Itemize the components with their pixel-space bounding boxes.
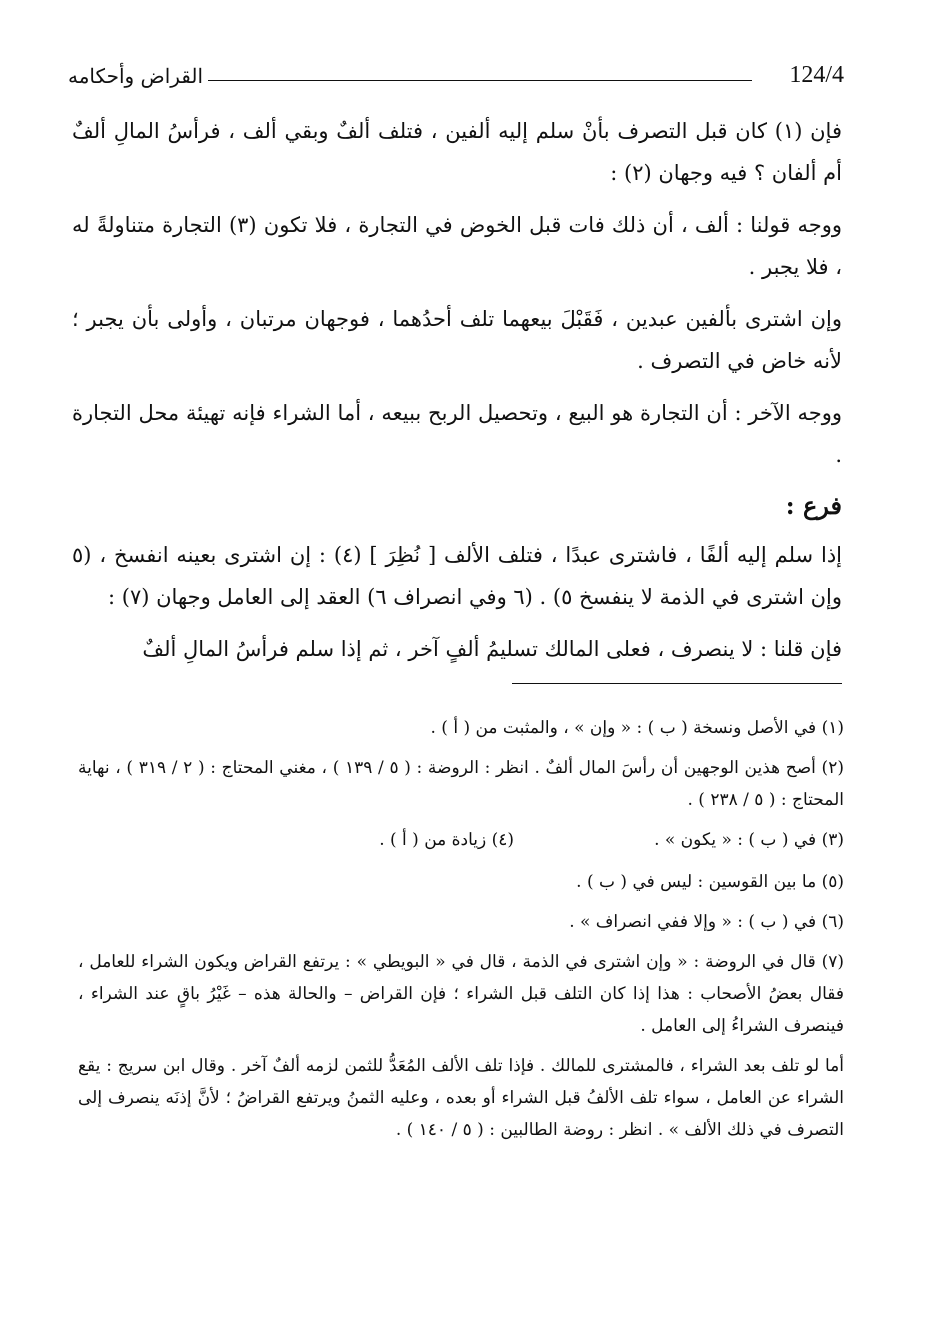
footnote-3: (٣) في ( ب ) : « يكون » . <box>654 830 844 850</box>
paragraph-1: فإن (١) كان قبل التصرف بأنْ سلم إليه ألفين ، فتلف ألفٌ وبقي ألف ، فرأسُ المالِ ألفٌ أم ألفان ؟ فيه وجهان (٢) : <box>72 119 842 185</box>
page-number: 124/4 <box>789 62 844 88</box>
footnote-7: (٧) قال في الروضة : « وإن اشترى في الذمة ، قال في « البويطي » : يرتفع القراض ويكون الشراء للعامل ، فقال بعضُ الأصحاب : هذا إذا كان التلف قبل الشراء ؛ فإن القراض – والحالة هذه – غَيْرُ باقٍ عند الشراء ، فينصرف الشراءُ إلى العامل . <box>78 952 844 1036</box>
section-heading: فرع : <box>785 491 842 520</box>
footnote-4: (٤) زيادة من ( أ ) . <box>379 830 515 850</box>
footnote-7-continued: أما لو تلف بعد الشراء ، فالمشترى للمالك . فإذا تلف الألف المُعَدُّ للثمن لزمه ألفٌ آخر . وقال ابن سريج : يقع الشراء عن العامل ، سواء تلف الألفُ قبل الشراء أو بعده ، وعليه الثمنُ ويرتفع القراضُ ؛ لأنَّ إذنَه ينصرف إلى التصرف في ذلك الألف » . انظر : روضة الطالبين : ( ٥ / ١٤٠ ) . <box>78 1056 844 1140</box>
footnote-row-3-4 <box>78 824 844 856</box>
paragraph-6: فإن قلنا : لا ينصرف ، فعلى المالك تسليمُ ألفٍ آخر ، ثم إذا سلم فرأسُ المالِ ألفٌ <box>142 637 842 661</box>
paragraph-5: إذا سلم إليه ألفًا ، فاشترى عبدًا ، فتلف الألف [ نُظِرَ ] (٤) : إن اشترى بعينه انفسخ ، (٥ وإن اشترى في الذمة لا ينفسخ ٥) . (٦ وفي انصراف ٦) العقد إلى العامل وجهان (٧) : <box>72 543 842 609</box>
footnote-1: (١) في الأصل ونسخة ( ب ) : « وإن » ، والمثبت من ( أ ) . <box>430 718 844 738</box>
footnote-2: (٢) أصح هذين الوجهين أن رأسَ المال ألفٌ . انظر : الروضة : ( ٥ / ١٣٩ ) ، مغني المحتاج : ( ٢ / ٣١٩ ) ، نهاية المحتاج : ( ٥ / ٢٣٨ ) . <box>78 758 844 810</box>
main-text <box>72 110 842 680</box>
paragraph-2: ووجه قولنا : ألف ، أن ذلك فات قبل الخوض في التجارة ، فلا تكون (٣) التجارة متناولةً له ، فلا يجبر . <box>72 213 842 279</box>
running-title: القراض وأحكامه <box>68 64 204 88</box>
paragraph-4: ووجه الآخر : أن التجارة هو البيع ، وتحصيل الربح ببيعه ، أما الشراء فإنه تهيئة محل التجارة . <box>72 401 842 467</box>
header-rule <box>208 80 752 81</box>
footnote-5: (٥) ما بين القوسين : ليس في ( ب ) . <box>576 872 844 892</box>
footnotes <box>78 712 844 1154</box>
paragraph-3: وإن اشترى بألفين عبدين ، فَقَبْلَ بيعهما تلف أحدُهما ، فوجهان مرتبان ، وأولى بأن يجبر ؛ لأنه خاض في التصرف . <box>72 307 842 373</box>
footnote-6: (٦) في ( ب ) : « وإلا ففي انصراف » . <box>569 912 844 932</box>
page-header <box>68 58 844 98</box>
footnote-separator <box>512 683 842 684</box>
